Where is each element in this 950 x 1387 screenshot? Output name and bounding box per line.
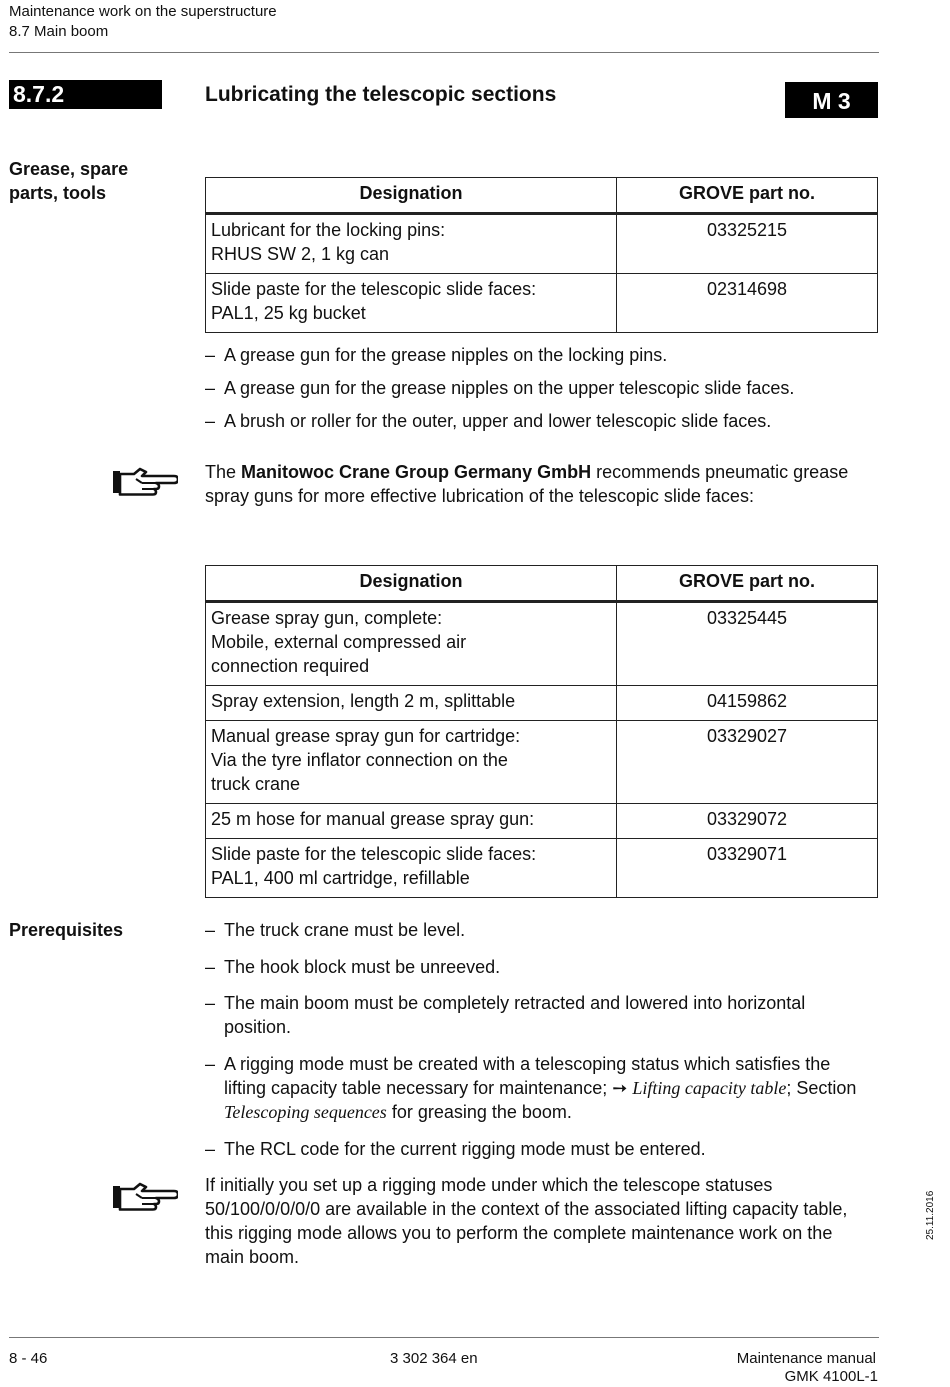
column-header-part-no: GROVE part no.: [617, 566, 878, 602]
header-subchapter: 8.7 Main boom: [9, 23, 109, 40]
header-divider: [9, 52, 879, 53]
designation-cell: Slide paste for the telescopic slide faces: PAL1, 25 kg bucket: [206, 274, 617, 333]
maintenance-interval-badge: M 3: [785, 82, 878, 118]
table-row: [206, 602, 878, 686]
parts-table-spray-guns: [205, 565, 878, 898]
cross-reference-link[interactable]: Telescoping sequences: [224, 1102, 387, 1122]
parts-table-lubricants: [205, 177, 878, 333]
part-number-cell: 03325445: [617, 602, 878, 686]
designation-cell: Spray extension, length 2 m, splittable: [206, 686, 617, 721]
table-row: [206, 721, 878, 804]
list-item: – The RCL code for the current rigging mode must be entered.: [205, 1139, 706, 1159]
part-number-cell: 03329072: [617, 804, 878, 839]
table-row: [206, 839, 878, 898]
list-item: – A rigging mode must be created with a telescoping status which satisfies the lifting capacity table necessary for maintenance; ➙ Lifting capacity table; Section Telescoping sequences for greasing the boom.: [205, 1054, 857, 1122]
cross-reference-link[interactable]: Lifting capacity table: [632, 1078, 787, 1098]
note-rigging-mode: If initially you set up a rigging mode under which the telescope statuses 50/100/0/0/0/0 are available in the context of the associated lifting capacity table, this rigging mode allows you to perform the complete maintenance work on the main boom.: [205, 1175, 848, 1267]
designation-cell: Lubricant for the locking pins: RHUS SW 2, 1 kg can: [206, 214, 617, 274]
page-number: 8 - 46: [9, 1350, 48, 1367]
designation-cell: Grease spray gun, complete: Mobile, external compressed air connection required: [206, 602, 617, 686]
list-item: – The truck crane must be level.: [205, 920, 466, 940]
column-header-part-no: GROVE part no.: [617, 178, 878, 214]
list-item: – The main boom must be completely retracted and lowered into horizontal position.: [205, 993, 806, 1037]
designation-cell: Slide paste for the telescopic slide faces: PAL1, 400 ml cartridge, refillable: [206, 839, 617, 898]
list-item: – A grease gun for the grease nipples on the locking pins.: [205, 345, 668, 365]
cross-reference-arrow-icon: ➙: [612, 1078, 628, 1098]
pointing-hand-icon: [112, 1178, 178, 1212]
designation-cell: 25 m hose for manual grease spray gun:: [206, 804, 617, 839]
manual-title: Maintenance manual: [736, 1350, 876, 1367]
part-number-cell: 03329027: [617, 721, 878, 804]
list-item: – A brush or roller for the outer, upper and lower telescopic slide faces.: [205, 411, 772, 431]
designation-cell: Manual grease spray gun for cartridge: Via the tyre inflator connection on the truck crane: [206, 721, 617, 804]
prerequisites-label: Prerequisites: [9, 920, 124, 940]
table-row: [206, 804, 878, 839]
table-row: [206, 274, 878, 333]
document-number: 3 302 364 en: [390, 1350, 478, 1367]
list-item: – The hook block must be unreeved.: [205, 957, 501, 977]
part-number-cell: 02314698: [617, 274, 878, 333]
column-header-designation: Designation: [206, 178, 617, 214]
note-recommendation: The Manitowoc Crane Group Germany GmbH recommends pneumatic grease spray guns for more effective lubrication of the telescopic slide faces:: [205, 462, 849, 506]
table-row: [206, 214, 878, 274]
column-header-designation: Designation: [206, 566, 617, 602]
section-number: 8.7.2: [9, 80, 162, 109]
footer-divider: [9, 1337, 879, 1338]
part-number-cell: 03325215: [617, 214, 878, 274]
crane-model: GMK 4100L-1: [784, 1368, 878, 1385]
grease-label: Grease, spare parts, tools: [9, 159, 129, 203]
list-item: – A grease gun for the grease nipples on the upper telescopic slide faces.: [205, 378, 795, 398]
pointing-hand-icon: [112, 463, 178, 497]
table-row: [206, 686, 878, 721]
part-number-cell: 03329071: [617, 839, 878, 898]
section-title: Lubricating the telescopic sections: [205, 83, 557, 106]
part-number-cell: 04159862: [617, 686, 878, 721]
header-chapter: Maintenance work on the superstructure: [9, 3, 277, 20]
revision-date: 25.11.2016: [925, 1190, 936, 1240]
